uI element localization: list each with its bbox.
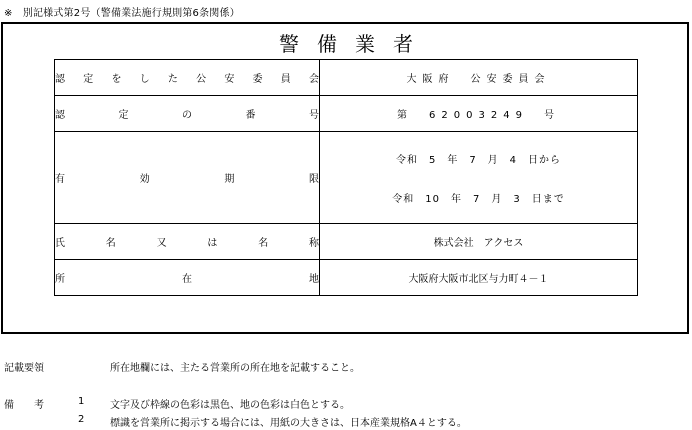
label-char: を xyxy=(111,74,122,85)
label-char: 又 xyxy=(156,238,167,249)
biko-item-number: 1 xyxy=(78,396,85,407)
label-validity-period xyxy=(55,132,320,224)
biko-item-text: 標識を営業所に掲示する場合には、用紙の大きさは、日本産業規格A４とする。 xyxy=(110,418,467,429)
label-char: 公 xyxy=(196,74,207,85)
label-char: 在 xyxy=(182,274,192,285)
label-char: 名 xyxy=(258,238,269,249)
valid-from-date: 令和 5 年 7 月 4 日から xyxy=(395,154,562,166)
label-char: 認 xyxy=(55,110,65,121)
table-row-name xyxy=(55,224,638,260)
label-char: 会 xyxy=(308,74,319,85)
label-char: 氏 xyxy=(55,238,65,249)
label-char: 定 xyxy=(83,74,94,85)
label-char: の xyxy=(182,110,192,121)
label-char: は xyxy=(207,238,218,249)
label-char: 安 xyxy=(224,74,235,85)
label-char: 称 xyxy=(308,238,319,249)
label-company-name xyxy=(55,224,320,260)
value-certification-number: 第 62003249 号 xyxy=(320,96,638,132)
table-row-validity xyxy=(55,132,638,224)
label-char: 定 xyxy=(118,110,129,121)
label-char: し xyxy=(139,74,150,85)
valid-until-date: 令和 10 年 7 月 3 日まで xyxy=(392,193,565,205)
form-reference-note: ※ 別記様式第2号（警備業法施行規則第6条関係） xyxy=(4,8,240,19)
label-char: 番 xyxy=(245,110,256,121)
label-char: 地 xyxy=(309,274,319,285)
label-certifying-commission xyxy=(55,60,320,96)
label-char: 期 xyxy=(224,174,235,185)
value-validity-period xyxy=(320,132,638,224)
kisai-label: 記載要領 xyxy=(4,363,44,374)
label-char: 号 xyxy=(309,110,319,121)
label-char: 名 xyxy=(105,238,116,249)
label-char: 員 xyxy=(280,74,291,85)
label-certification-number xyxy=(55,96,320,132)
value-company-name: 株式会社 アクセス xyxy=(320,224,638,260)
label-address xyxy=(55,260,320,296)
value-certifying-commission: 大阪府 公安委員会 xyxy=(320,60,638,96)
label-char: 認 xyxy=(55,74,65,85)
label-char: 委 xyxy=(252,74,263,85)
value-address: 大阪府大阪市北区与力町４－１ xyxy=(320,260,638,296)
biko-label: 備 考 xyxy=(4,400,44,411)
label-char: 限 xyxy=(308,174,319,185)
biko-item-number: 2 xyxy=(78,414,85,425)
label-char: 所 xyxy=(55,274,65,285)
table-row-address xyxy=(55,260,638,296)
table-row-number xyxy=(55,96,638,132)
certification-table xyxy=(54,59,638,296)
label-char: 効 xyxy=(139,174,150,185)
label-char: 有 xyxy=(55,174,65,185)
kisai-text: 所在地欄には、主たる営業所の所在地を記載すること。 xyxy=(110,363,360,374)
label-char: た xyxy=(167,74,178,85)
biko-item-text: 文字及び枠線の色彩は黒色、地の色彩は白色とする。 xyxy=(110,400,350,411)
table-row-commission xyxy=(55,60,638,96)
sign-title: 警備業者 xyxy=(279,32,431,56)
